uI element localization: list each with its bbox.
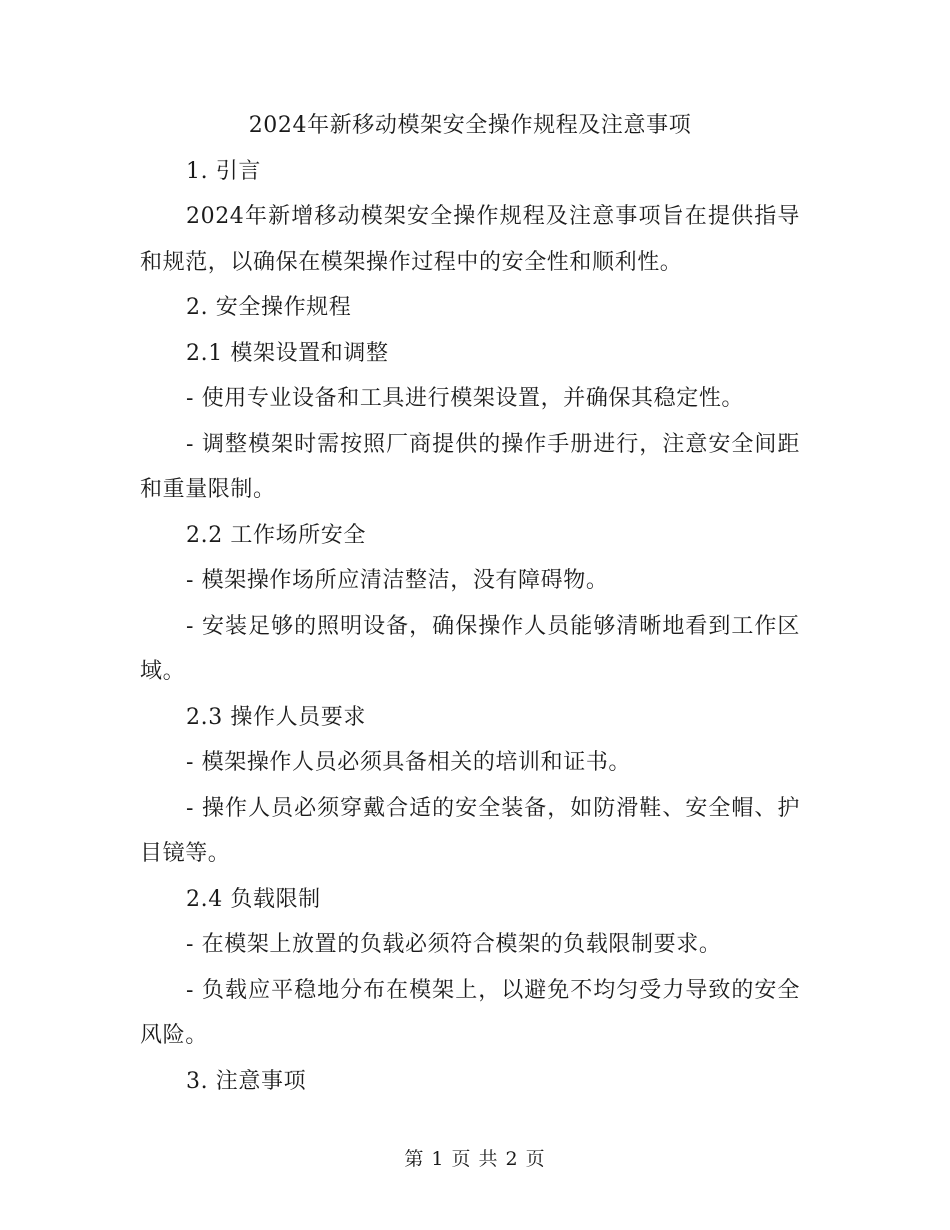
list-item: - 安装足够的照明设备，确保操作人员能够清晰地看到工作区域。 <box>140 613 800 684</box>
document-title: 2024年新移动模架安全操作规程及注意事项 <box>248 113 692 138</box>
subsection-heading-workplace: 2.2 工作场所安全 <box>186 522 366 548</box>
list-item: - 使用专业设备和工具进行模架设置，并确保其稳定性。 <box>186 386 745 411</box>
subsection-heading-setup: 2.1 模架设置和调整 <box>186 340 389 366</box>
section-heading-notes: 3. 注意事项 <box>186 1068 307 1094</box>
introduction-paragraph: 2024年新增移动模架安全操作规程及注意事项旨在提供指导和规范，以确保在模架操作过程中的安全性和顺利性。 <box>140 204 800 275</box>
subsection-heading-operators: 2.3 操作人员要求 <box>186 704 366 730</box>
list-item: - 负载应平稳地分布在模架上，以避免不均匀受力导致的安全风险。 <box>140 977 800 1048</box>
subsection-heading-load-limits: 2.4 负载限制 <box>186 886 321 912</box>
list-item: - 模架操作人员必须具备相关的培训和证书。 <box>186 750 632 775</box>
list-item: - 模架操作场所应清洁整洁，没有障碍物。 <box>186 568 609 593</box>
list-item: - 调整模架时需按照厂商提供的操作手册进行，注意安全间距和重量限制。 <box>140 431 800 502</box>
page-number-footer: 第 1 页 共 2 页 <box>404 1148 546 1170</box>
document-body <box>140 103 800 1104</box>
section-heading-introduction: 1. 引言 <box>186 158 261 184</box>
list-item: - 操作人员必须穿戴合适的安全装备，如防滑鞋、安全帽、护目镜等。 <box>140 795 800 866</box>
list-item: - 在模架上放置的负载必须符合模架的负载限制要求。 <box>186 932 722 957</box>
section-heading-safety-rules: 2. 安全操作规程 <box>186 295 352 320</box>
